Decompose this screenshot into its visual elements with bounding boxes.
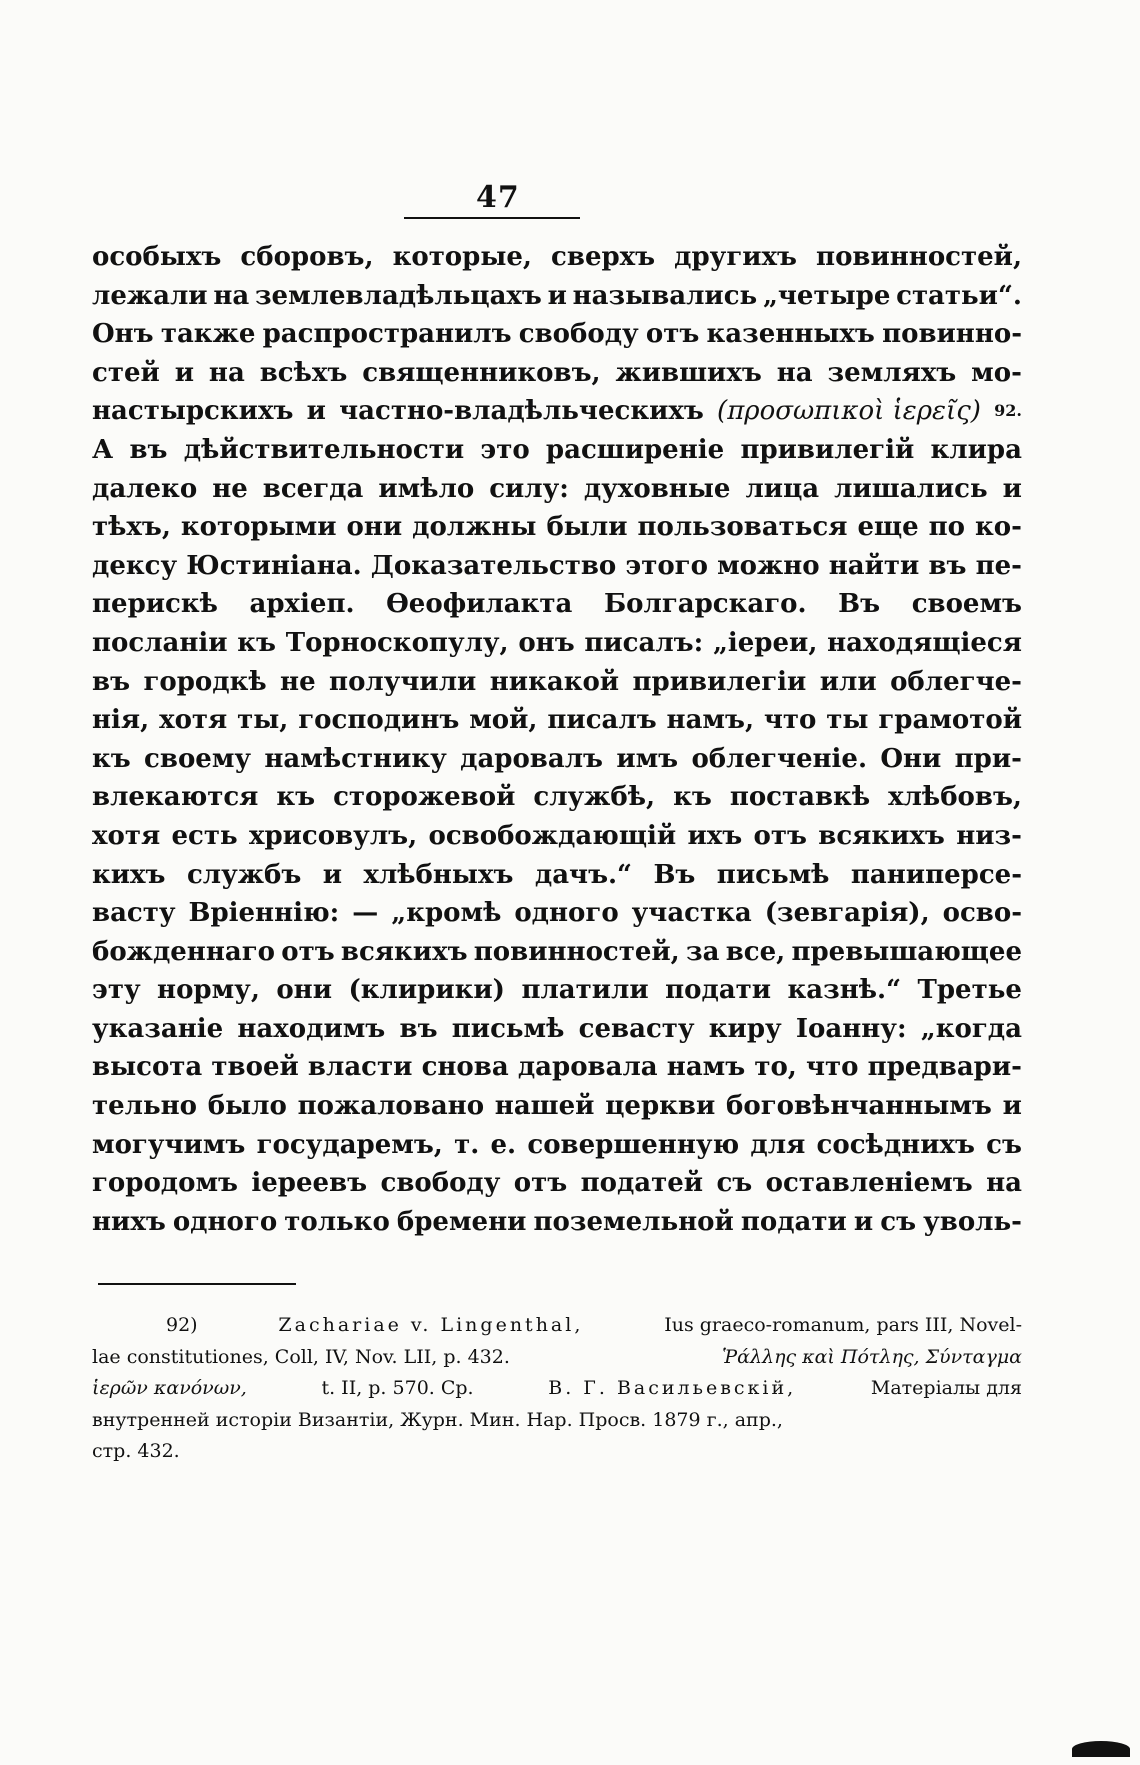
- text-word: что: [806, 1052, 859, 1083]
- text-word: всегда: [262, 473, 364, 504]
- text-word: стей: [92, 357, 160, 388]
- text-word: и: [1002, 1091, 1022, 1122]
- text-word: низ-: [956, 820, 1022, 851]
- text-word: высота: [92, 1052, 203, 1083]
- footnote-line: [92, 1342, 1022, 1374]
- text-word: силу:: [489, 473, 569, 504]
- text-word: пожаловано: [297, 1091, 485, 1122]
- text-word: посланіи: [92, 627, 228, 658]
- text-word: Въ: [838, 589, 881, 620]
- text-word: другихъ: [674, 242, 797, 272]
- text-word: хлѣбныхъ: [363, 859, 514, 890]
- footnote-line: [92, 1405, 1022, 1437]
- text-word: тельно: [92, 1091, 198, 1122]
- text-word: ты: [826, 705, 869, 736]
- footnote-line: [92, 1373, 1022, 1405]
- text-word: и: [547, 280, 567, 311]
- text-word: къ: [237, 627, 277, 658]
- text-word: облегченіе.: [691, 743, 868, 774]
- text-word: поземельной: [533, 1206, 734, 1237]
- text-word: „когда: [920, 1013, 1022, 1044]
- text-word: Іоанну:: [795, 1013, 907, 1044]
- text-word: далеко: [92, 473, 198, 504]
- text-line: [92, 1087, 1022, 1126]
- text-word: распространилъ: [262, 319, 512, 350]
- text-line: [92, 624, 1022, 663]
- text-word: были: [546, 512, 628, 543]
- text-word: все,: [725, 936, 786, 967]
- text-word: писалъ: [547, 705, 657, 736]
- text-word: влекаются: [92, 782, 259, 813]
- text-word: казнѣ.“: [787, 975, 902, 1006]
- text-word: А: [92, 434, 114, 465]
- text-line: [92, 894, 1022, 933]
- text-word: частно-владѣльческихъ: [339, 396, 704, 427]
- text-word: всѣхъ: [259, 357, 348, 388]
- text-word: городкѣ: [143, 666, 267, 697]
- text-word: это: [480, 434, 530, 465]
- text-word: которыми: [180, 512, 337, 543]
- text-word: въ: [129, 434, 168, 465]
- text-word: совершенную: [527, 1129, 740, 1160]
- text-word: севасту: [578, 1013, 695, 1044]
- text-word: всякихъ: [818, 820, 945, 851]
- text-word: есть: [171, 820, 238, 851]
- text-word: нія,: [92, 705, 150, 736]
- text-word: которые,: [392, 242, 532, 272]
- text-line: [92, 740, 1022, 779]
- text-word: особыхъ: [92, 242, 222, 272]
- footnote-author: Zachariae v. Lingenthal,: [278, 1314, 584, 1336]
- text-line: [92, 971, 1022, 1010]
- text-line: [92, 663, 1022, 702]
- text-word: не: [280, 666, 316, 697]
- text-word: нихъ: [92, 1206, 166, 1237]
- text-word: кихъ: [92, 859, 166, 890]
- text-word: имъ: [616, 743, 679, 774]
- text-word: своему: [144, 743, 252, 774]
- text-word: и: [174, 357, 194, 388]
- text-word: въ: [399, 1013, 438, 1044]
- text-word: писалъ:: [584, 627, 704, 658]
- text-word: лежали: [92, 280, 208, 311]
- text-word: осво-: [942, 898, 1022, 929]
- text-word: облегче-: [890, 666, 1022, 697]
- text-word: съ: [880, 1206, 917, 1237]
- text-word: къ: [92, 743, 131, 774]
- text-word: ко-: [974, 512, 1022, 543]
- text-word: повинностей,: [816, 242, 1022, 272]
- text-line: [92, 1164, 1022, 1203]
- text-word: норму,: [157, 975, 260, 1006]
- text-word: землевладѣльцахъ: [254, 280, 542, 311]
- text-word: даровала: [517, 1052, 658, 1083]
- text-line: [92, 1010, 1022, 1049]
- text-word: письмѣ: [716, 859, 830, 890]
- text-line: [92, 1203, 1022, 1242]
- text-word: архіеп.: [249, 589, 355, 620]
- text-word: нашей: [494, 1091, 595, 1122]
- text-word: своемъ: [911, 589, 1022, 620]
- text-word: пе-: [975, 550, 1022, 581]
- text-word: даровалъ: [460, 743, 603, 774]
- text-word: хотя: [92, 820, 161, 851]
- body-text: [92, 238, 1022, 1241]
- text-word: повинностей,: [473, 936, 680, 967]
- text-word: и: [1002, 473, 1022, 504]
- text-word: тѣхъ,: [92, 512, 171, 543]
- text-word: эту: [92, 975, 141, 1006]
- text-word: ты,: [237, 705, 289, 736]
- text-line: [92, 1048, 1022, 1087]
- text-word: повинно-: [882, 319, 1022, 350]
- text-word: указаніе: [92, 1013, 224, 1044]
- text-line: [92, 933, 1022, 972]
- text-word: они: [276, 975, 332, 1006]
- text-word: сборовъ,: [240, 242, 374, 272]
- text-word: „кромѣ: [391, 898, 502, 929]
- text-word: на: [776, 357, 813, 388]
- text-word: они: [346, 512, 403, 543]
- text-word: привилегій: [740, 434, 915, 465]
- footnote-line: [92, 1310, 1022, 1342]
- text-word: грамотой: [878, 705, 1022, 736]
- text-word: привилегіи: [632, 666, 807, 697]
- greek-term: (προσωπικοὶ ἱερεῖς): [717, 396, 981, 427]
- text-word: хотя: [159, 705, 228, 736]
- text-word: земляхъ: [827, 357, 957, 388]
- text-word: „іереи,: [712, 627, 818, 658]
- text-word: подати: [665, 975, 772, 1006]
- text-line: [92, 817, 1022, 856]
- text-word: Въ: [653, 859, 696, 890]
- text-word: жившихъ: [615, 357, 762, 388]
- text-word: Юстиніана.: [186, 550, 362, 581]
- text-word: мой,: [469, 705, 538, 736]
- text-word: сосѣднихъ: [816, 1129, 975, 1160]
- text-line: [92, 392, 1022, 431]
- text-word: боговѣнчаннымъ: [726, 1091, 992, 1122]
- text-line: [92, 354, 1022, 393]
- text-line: [92, 585, 1022, 624]
- text-word: платили: [521, 975, 649, 1006]
- text-word: за: [685, 936, 720, 967]
- text-word: также: [160, 319, 256, 350]
- text-word: податей: [580, 1168, 704, 1199]
- text-word: намъ: [666, 1052, 746, 1083]
- text-word: отъ: [753, 820, 807, 851]
- text-word: никакой: [489, 666, 620, 697]
- text-word: расширеніе: [545, 434, 725, 465]
- text-word: отъ: [645, 319, 700, 350]
- text-line: [92, 315, 1022, 354]
- text-word: назывались: [572, 280, 758, 311]
- text-line: [92, 1126, 1022, 1165]
- text-word: что: [763, 705, 817, 736]
- text-word: священниковъ,: [362, 357, 601, 388]
- text-word: Вріеннію:: [188, 898, 340, 929]
- text-word: —: [352, 898, 379, 929]
- text-word: и: [306, 396, 326, 427]
- footnote-text: стр. 432.: [92, 1440, 180, 1462]
- text-word: освобождающій: [428, 820, 677, 851]
- text-word: государемъ,: [256, 1129, 443, 1160]
- text-word: и: [322, 859, 343, 890]
- footnote-92: [92, 1310, 1022, 1468]
- text-word: Они: [880, 743, 942, 774]
- text-word: снова: [421, 1052, 509, 1083]
- text-word: съ: [716, 1168, 753, 1199]
- text-word: одного: [172, 1206, 278, 1237]
- text-word: лица: [745, 473, 820, 504]
- text-word: (зевгарія),: [764, 898, 930, 929]
- text-word: службъ: [186, 859, 302, 890]
- text-word: только: [284, 1206, 390, 1237]
- text-word: должны: [412, 512, 537, 543]
- text-word: паниперсе-: [850, 859, 1022, 890]
- text-word: къ: [276, 782, 316, 813]
- text-word: бремени: [396, 1206, 527, 1237]
- footnote-separator: [98, 1283, 296, 1285]
- footnote-greek-title: Ῥάλλης καὶ Πότλης, Σύνταγμα: [722, 1345, 1022, 1368]
- text-word: не: [212, 473, 248, 504]
- text-word: на: [208, 357, 245, 388]
- text-word: участка: [631, 898, 752, 929]
- text-word: подати: [740, 1206, 847, 1237]
- text-word: намѣстнику: [264, 743, 447, 774]
- footnote-text: Ius graeco-romanum, pars III, Novel-: [664, 1314, 1022, 1336]
- text-word: намъ,: [666, 705, 755, 736]
- text-word: пepискѣ: [92, 589, 218, 620]
- text-word: божденнаго: [92, 936, 275, 967]
- text-word: одного: [514, 898, 619, 929]
- text-word: киру: [708, 1013, 782, 1044]
- text-word: дачъ.“: [534, 859, 633, 890]
- text-word: (клирики): [348, 975, 505, 1006]
- text-word: Болгарскаго.: [603, 589, 807, 620]
- text-word: на: [213, 280, 250, 311]
- text-word: Онъ: [92, 319, 154, 350]
- footnote-text: t. II, p. 570. Ср.: [321, 1377, 474, 1399]
- text-word: свободу: [380, 1168, 501, 1199]
- text-word: отъ: [281, 936, 335, 967]
- text-word: письмѣ: [451, 1013, 565, 1044]
- text-word: находящіеся: [827, 627, 1022, 658]
- text-word: отъ: [513, 1168, 568, 1199]
- text-word: имѣло: [378, 473, 475, 504]
- text-word: дѣйствительности: [183, 434, 465, 465]
- text-word: въ: [92, 666, 131, 697]
- text-line: [92, 701, 1022, 740]
- text-word: сверхъ: [551, 242, 656, 272]
- text-word: съ: [986, 1129, 1022, 1160]
- text-word: свободу: [518, 319, 639, 350]
- text-word: этого: [625, 550, 708, 581]
- text-word: еще: [857, 512, 919, 543]
- footnote-greek-title: ἱερῶν κανόνων,: [92, 1377, 247, 1399]
- text-line: [92, 431, 1022, 470]
- text-word: превышающее: [791, 936, 1022, 967]
- text-word: казенныхъ: [706, 319, 875, 350]
- text-line: [92, 238, 1022, 277]
- text-word: и: [853, 1206, 874, 1237]
- text-word: въ: [928, 550, 967, 581]
- page-corner-smudge: [1072, 1741, 1130, 1757]
- text-word: твоей: [211, 1052, 299, 1083]
- text-word: Третье: [917, 975, 1022, 1006]
- text-word: хрисовулъ,: [248, 820, 418, 851]
- text-word: духовные: [583, 473, 731, 504]
- text-word: поставкѣ: [729, 782, 871, 813]
- text-word: „четыре: [762, 280, 891, 311]
- text-word: находимъ: [237, 1013, 386, 1044]
- text-line: [92, 277, 1022, 316]
- footnote-author: В. Г. Васильевскій,: [548, 1377, 797, 1399]
- text-word: дексу: [92, 550, 178, 581]
- text-word: настырскихъ: [92, 396, 294, 427]
- text-word: было: [207, 1091, 287, 1122]
- page-number-rule: [404, 217, 580, 219]
- text-word: ихъ: [687, 820, 743, 851]
- text-word: службѣ,: [533, 782, 656, 813]
- text-word: найти: [828, 550, 920, 581]
- text-word: получили: [329, 666, 477, 697]
- text-word: или: [819, 666, 877, 697]
- text-word: можно: [717, 550, 820, 581]
- footnote-number: 92): [166, 1314, 198, 1336]
- text-line: [92, 547, 1022, 586]
- text-word: церкви: [605, 1091, 716, 1122]
- text-word: господинъ: [298, 705, 460, 736]
- text-word: на: [986, 1168, 1022, 1199]
- text-word: пользоваться: [637, 512, 848, 543]
- text-line: [92, 470, 1022, 509]
- text-word: власти: [307, 1052, 413, 1083]
- text-word: Өеофилакта: [386, 589, 573, 620]
- text-word: уволь-: [923, 1206, 1022, 1237]
- text-line: [92, 508, 1022, 547]
- text-word: то,: [754, 1052, 797, 1083]
- text-word: онъ: [518, 627, 575, 658]
- text-word: Торноскопулу,: [285, 627, 509, 658]
- text-word: е.: [490, 1129, 517, 1160]
- text-word: мо-: [971, 357, 1022, 388]
- footnote-text: Матеріалы для: [870, 1377, 1022, 1399]
- text-word: предвари-: [867, 1052, 1022, 1083]
- footnote-reference: 92.: [994, 401, 1022, 421]
- text-line: [92, 856, 1022, 895]
- text-word: лишались: [834, 473, 988, 504]
- page-number: 47: [476, 180, 520, 215]
- text-word: Доказательство: [370, 550, 617, 581]
- text-word: городомъ: [92, 1168, 238, 1199]
- text-word: могучимъ: [92, 1129, 246, 1160]
- text-line: [92, 778, 1022, 817]
- text-word: всякихъ: [340, 936, 468, 967]
- footnote-text: lae constitutiones, Coll, IV, Nov. LII, p. 432.: [92, 1345, 510, 1368]
- text-word: васту: [92, 898, 176, 929]
- text-word: т.: [454, 1129, 480, 1160]
- text-word: хлѣбовъ,: [888, 782, 1022, 813]
- text-word: оставленіемъ: [765, 1168, 973, 1199]
- footnote-line: [92, 1436, 1022, 1468]
- text-word: статьи“.: [896, 280, 1022, 311]
- footnote-text: внутренней исторіи Византіи, Журн. Мин. Нар. Просв. 1879 г., апр.,: [92, 1408, 783, 1431]
- text-word: для: [750, 1129, 806, 1160]
- text-word: клира: [930, 434, 1022, 465]
- text-word: къ: [673, 782, 712, 813]
- text-word: іереевъ: [251, 1168, 368, 1199]
- text-word: при-: [954, 743, 1022, 774]
- text-word: сторожевой: [333, 782, 516, 813]
- text-word: по: [928, 512, 965, 543]
